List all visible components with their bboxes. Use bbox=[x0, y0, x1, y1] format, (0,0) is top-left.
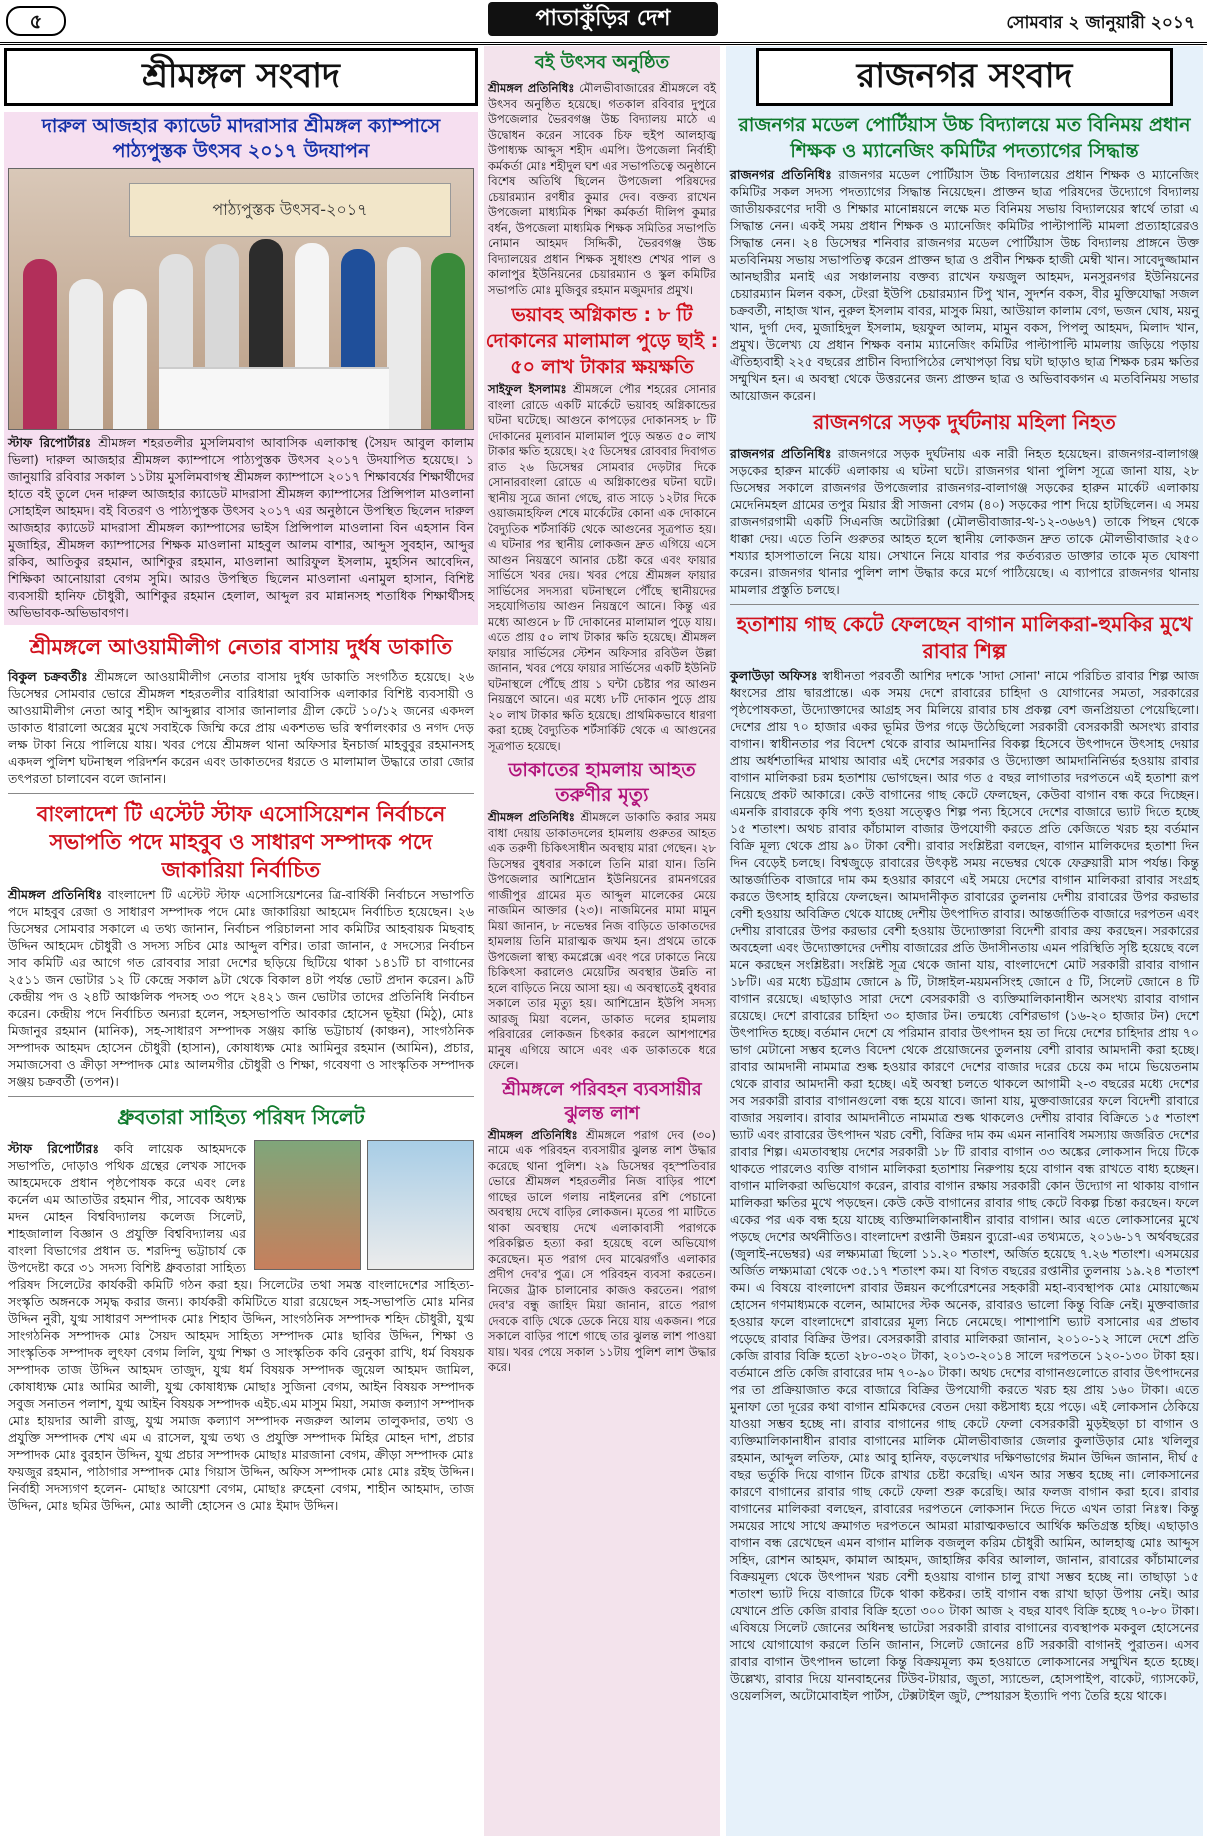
divider bbox=[730, 604, 1199, 605]
article-textbook-festival bbox=[4, 112, 478, 625]
section-banner-srimangal: শ্রীমঙ্গল সংবাদ bbox=[4, 48, 478, 106]
photo-person bbox=[69, 279, 103, 429]
photo-person bbox=[23, 259, 57, 429]
section-banner-rajnagar: রাজনগর সংবাদ bbox=[756, 48, 1173, 106]
masthead-logo: পাতাকুঁড়ির দেশ bbox=[488, 2, 718, 36]
column-middle bbox=[484, 46, 720, 1836]
page-number: ৫ bbox=[6, 6, 66, 36]
article-body: রাজনগর প্রতিনিধিঃ রাজনগর মডেল পোর্টিয়াস উচ্চ বিদ্যালয়ের প্রধান শিক্ষক ও ম্যানেজিং কমিটির সকল সদস্য পদত্যাগের সিদ্ধান্ত নিয়েছেন। প্রাক্তন ছাত্র পরিষদের উদ্যোগে বিদ্যালয় জাতীয়করণের দাবী ও শিক্ষার মানোন্নয়নে লক্ষে মত বিনিময় সভায় বিদ্যালয়ের স্বার্থে তারা এ সিদ্ধান্ত নেন। একই সময় প্রধান শিক্ষক ও ম্যানেজিং কমিটির পাল্টাপাল্টি মামলা প্রত্যাহারেরও সিদ্ধান্ত নেন। ২৪ ডিসেম্বর শনিবার রাজনগর মডেল পোর্টিয়াস উচ্চ বিদ্যালয় প্রাঙ্গনে উক্ত মতবিনিময় সভায় সভাপতিত্ব করেন প্রাক্তন ছাত্র ও প্রবীন শিক্ষক হাজী মেম্বী খান। সাবেদুজ্জামান আনছারীর মনাই এর সঞ্চালনায় বক্তব্য রাখেন ফয়জুল আহমদ, মনসুরনগর ইউনিয়নের চেয়ারম্যান মিলন বকস, টেংরা ইউপি চেয়ারম্যান টিপু খান, সুদর্শন বকস, বীর মুক্তিযোদ্ধা সজল চক্রবর্তী, নাহাজ খান, নুরুল ইসলাম বাবর, মাসুক মিয়া, আউয়াল কালাম বেগ, ভজন ঘোষ, ময়নু খান, দুর্গা দেব, মুজাহিদুল ইসলাম, ছয়ফুল আলম, মামুন বকস, পিপলু আহমদ, মিলাদ খান, প্রমুখ। উলেখ্য যে প্রধান শিক্ষক বনাম ম্যানেজিং কমিটির পাল্টাপাল্টি মামলায় জড়িয়ে পড়ায় ঐতিহ্যবাহী ২২৫ বছরের প্রাচীন বিদ্যাপিঠের লেখাপড়া বিঘ্ন ঘটা ছাড়াও ছাত্র শিক্ষক চরম ক্ষতির সম্মুখিন হন। এ অবস্থা থেকে উত্তরনের জন্য প্রাক্তন ছাত্র ও অভিবাবকগন এ মতবিনিময় সভার আয়োজন করেন। bbox=[730, 167, 1199, 403]
portrait-photos bbox=[254, 1140, 474, 1270]
photo-person bbox=[431, 253, 465, 429]
article-body: শ্রীমঙ্গল প্রতিনিধিঃ শ্রীমঙ্গলে পরাগ দেব (৩০) নামে এক পরিবহন ব্যবসায়ীর ঝুলন্ত লাশ উদ্ধার করেছে থানা পুলিশ। ২৯ ডিসেম্বর বৃহস্পতিবার ভোরে শ্রীমঙ্গল শহরতলীর নিজ বাড়ির পাশে গাছের ডালে গলায় নাইলনের রশি পেচানো অবস্থায় দেখে বাড়ির লোকজন। মৃতের পা মাটিতে থাকা অবস্থায় দেখে এলাকাবাসী পরাগকে পরিকল্পিত হত্যা করা হয়েছে বলে অভিযোগ করেছেন। মৃত পরাগ দেব মাঝেরগাঁও এলাকার প্রদীপ দেব'র পুত্র। সে পরিবহন ব্যবসা করতেন। নিজের ট্রাক চালানোর কাজও করতেন। পরাগ দেব'র বন্ধু জাহিদ মিয়া জানান, রাতে পরাগ দেবকে বাড়ি থেকে ডেকে নিয়ে যায় একজন। পরে সকালে বাড়ির পাশে গাছে তার ঝুলন্ত লাশ পাওয়া যায়। খবর পেয়ে সকাল ১১টায় পুলিশ লাশ উদ্ধার করে। bbox=[488, 1127, 717, 1374]
divider bbox=[8, 1096, 474, 1097]
article-title: রাজনগর মডেল পোর্টিয়াস উচ্চ বিদ্যালয়ে মত বিনিময় প্রধান শিক্ষক ও ম্যানেজিং কমিটির পদত্যাগের সিদ্ধান্ত bbox=[738, 114, 1191, 162]
article-title: ধ্রুবতারা সাহিত্য পরিষদ সিলেট bbox=[117, 1105, 365, 1129]
article-body: শ্রীমঙ্গল প্রতিনিধিঃ মৌলভীবাজারের শ্রীমঙ্গলে বই উৎসব অনুষ্ঠিত হয়েছে। গতকাল রবিবার দুপুরে উপজেলার ভৈরবগঞ্জ উচ্চ বিদ্যালয় মাঠে এ উদ্বোধন করেন সাবেক চিফ হুইপ আলহাজ্ব উপাধ্যক্ষ আব্দুস শহীদ এমপি। উপজেলা নির্বাহী কর্মকর্তা মোঃ শহীদুল ঘশ এর সভাপতিত্বে অনুষ্ঠানে বিশেষ অতিথি ছিলেন উপজেলা পরিষদের চেয়ারম্যান রণধীর কুমার দেব। বক্তব্য রাখেন উপজেলা মাধ্যমিক শিক্ষা কর্মকর্তা দীলিপ কুমার বর্ধন, উপজেলা মাধ্যমিক শিক্ষক সমিতির সভাপতি নোমান আহমদ সিদ্দিকী, ভৈরবগঞ্জ উচ্চ বিদ্যালয়ের প্রধান শিক্ষক সুধাংশু শেখর পাল ও কালাপুর ইউনিয়নের চেয়ারম্যান ও স্কুল কমিটির সভাপতি মোঃ মুজিবুর রহমান মজুমদার প্রমুখ। bbox=[488, 81, 716, 297]
article-body: স্টাফ রিপোর্টারঃ শ্রীমঙ্গল শহরতলীর মুসলিমবাগ আবাসিক এলাকাস্থ (সৈয়দ আবুল কালাম ভিলা) দারুল আজহার শ্রীমঙ্গল ক্যাম্পাসে পাঠ্যপুস্তক উৎসব ২০১৭ উদযাপিত হয়েছে। ১ জানুয়ারি রবিবার সকাল ১১টায় মুসলিমবাগস্থ শ্রীমঙ্গল ক্যাম্পাসে ২০১৭ শিক্ষাবর্ষের শিক্ষার্থীদের হাতে বই তুলে দেন দারুল আজহার ক্যাডেট মাদরাসা শ্রীমঙ্গল ক্যাম্পাসের প্রিন্সিপাল মাওলানা সোহাইল আহমদ। বই বিতরণ ও পাঠ্যপুস্তক উৎসব ২০১৭ এর অনুষ্ঠানে উপস্থিত ছিলেন দারুল আজহার ক্যাডেট মাদরাসা শ্রীমঙ্গল ক্যাম্পাসের ভাইস প্রিন্সিপাল মাওলানা বিন এহসান বিন মুজাহির, শ্রীমঙ্গল ক্যাম্পাসের শিক্ষক মাওলানা মাহবুল আলম বাশার, আব্দুস সুবহান, আব্দুর রকিব, আতিকুর রহমান, আশিকুর রহমান, মাওলানা আরিফুল ইসলাম, মুহসিন আবেদিন, শিক্ষিকা আনোয়ারা বেগম সুমি। আরও উপস্থিত ছিলেন মাওলানা এনামুল হাসান, বিশিষ্ট ব্যবসায়ী হানিফ চৌধুরী, আশিকুর রহমান হেলাল, আব্দুল রব মান্নানসহ শতাধিক শিক্ষার্থীসহ অভিভাবক-অভিভাবগণ। bbox=[8, 435, 474, 620]
article-body: কুলাউড়া অফিসঃ স্বাধীনতা পরবর্তী আশির দশকে 'সাদা সোনা' নামে পরিচিত রাবার শিল্প আজ ধ্বংসের প্রায় দ্বারপ্রান্তে। এক সময় দেশে রাবারের চাহিদা ও যোগানের সমতা, সরকারের পৃষ্ঠপোষকতা, উদ্যোক্তাদের আগ্রহ সব মিলিয়ে রাবার চাষ প্রকল্প বেশ জনপ্রিয়তা পেয়েছিলো। দেশের প্রায় ৭০ হাজার একর ভূমির উপর গড়ে উঠেছিলো সরকারী বেসরকারী অসংখ্য রাবার বাগান। স্বাধীনতার পর বিদেশ থেকে রাবার আমদানির বিকল্প হিসেবে উৎপাদনে উৎসাহ দেয়ার প্রায় অর্ধশতাব্দির মাথায় আবার এই দেশের সরকার ও উদ্যোক্তা আমদানিনির্ভর হওয়ায় রাবার বাগান মালিকরা চরম হতাশায় ভোগছেন। আর গত ৫ বছর লাগাতার দরপতনে এই হতাশা রূপ নিয়েছে প্রকট আকারে। কেউ বাগানের গাছ কেটে ফেলছেন, কেউবা বাগান বন্ধ করে দিচ্ছেন। এমনকি রাবারকে কৃষি পণ্য হওয়া সত্ত্বেও শিল্প পন্য হিসেবে দেশের বাজারে ভ্যাট দিতে হচ্ছে ১৫ শতাংশ। অথচ রাবার কাঁচামাল বাজার উপযোগী করতে প্রতি কেজিতে খরচ হয় বর্তমান বিক্রি মূল্য থেকে প্রায় ৯০ টাকা বেশী। রাবার সংশ্লিষ্টরা বলছেন, বাগান মালিকদের হতাশা দিন দিন বেড়েই চলছে। বিশ্বজুড়ে রাবারের উৎকৃষ্ট সময় নভেম্বর থেকে ফেব্রুয়ারী মাস পর্যন্ত। কিন্তু আন্তর্জাতিক বাজারে দাম কম হওয়ার কারণে এই সময়ে দেশের বাগান মালিকরা রাবার সংগ্রহ করতে উৎসাহ হারিয়ে ফেলছেন। আমদানীকৃত রাবারের তুলনায় দেশীয় রাবারের উপর করভার বেশী হওয়ায় অবিক্রিত থেকে যাচ্ছে দেশীয় উৎপাদিত রাবার। আন্তর্জাতিক বাজারে দরপতন এবং দেশীয় রাবারের উপর করভার বেশী হওয়ায় উদ্যোক্তারা বিদেশী রাবার ক্রয় করছেন। সরকারের অবহেলা এবং উদ্যোক্তাদের দেশীয় বাজারের প্রতি উদাসীনতায় এমন পরিস্থিতি সৃষ্টি হয়েছে বলে মনে করছেন সংশ্লিষ্টরা। সংশ্লিষ্ট সূত্র থেকে জানা যায়, বাংলাদেশে মোট সরকারী রাবার বাগান ১৮টি। এর মধ্যে চট্টগ্রাম জোনে ৯ টি, টাঙ্গাইল-ময়মনসিংহ জোনে ৫ টি, সিলেট জোনে ৪ টি বাগান রয়েছে। এছাড়াও সারা দেশে বেসরকারী ও ব্যক্তিমালিকানাধীন অসংখ্য রাবার বাগান রয়েছে। দেশে রাবারের চাহিদা ৩০ হাজার টন। তন্মধ্যে বেশিরভাগ (১৬-২০ হাজার টন) দেশে উৎপাদিত হচ্ছে। বর্তমান দেশে যে পরিমান রাবার উৎপাদন হয় তা দিয়ে দেশের চাহিদার প্রায় ৭০ ভাগ মেটানো সম্ভব হলেও বিদেশ থেকে প্রয়োজনের তুলনায় বেশী রাবার আমদানী করা হচ্ছে। রাবার আমদানী নামমাত্র শুল্ক হওয়ার কারণে দেশের বাজার দরের চেয়ে কম দামে ভিয়েতনাম থেকে রাবার আমদানী করা হচ্ছে। এই অবস্থা চলতে থাকলে আগামী ২-৩ বছরের মধ্যে দেশের সব সরকারী রাবার বাগানগুলো বন্ধ হয়ে যাবে। জানা যায়, মুক্তবাজারের ফলে বিদেশী রাবারে বাজার সয়লাব। রাবার আমদানীতে নামমাত্র শুল্ক থাকলেও দেশীয় রাবার বিক্রিতে ১৫ শতাংশ ভ্যাট এবং রাবারের উৎপাদন খরচ বেশী, বিক্রির দাম কম এমন নানাবিধ সমস্যায় জর্জরিত দেশের রাবার শিল্প। এমতাবস্থায় দেশের সরকারী ১৮ টি রাবার বাগান ৩৩ অঙ্কের লোকসান দিয়ে টিকে থাকতে পারলেও ব্যক্তি বাগান মালিকরা হতাশায় নিরুপায় হয়ে বাগান বন্ধ রাখতে বাধ্য হচ্ছেন। বাগান মালিকরা অভিযোগ করেন, রাবার বাগান রক্ষায় সরকারী কোন উদ্যোগ না থাকায় বাগান মালিকরা ক্ষতির মুখে পড়ছেন। কেউ কেউ বাগানের রাবার গাছ কেটে বিকল্প চিন্তা করছেন। ফলে একের পর এক বন্ধ হয়ে যাচ্ছে ব্যক্তিমালিকানাধীন রাবার বাগান। আর এতে লোকসানের মুখে পড়ছে দেশের অর্থনীতিও। বাংলাদেশ রপ্তানী উন্নয়ন ব্যুরো-এর তথ্যমতে, ২০১৬-১৭ অর্থবছরের (জুলাই-নভেম্বর) এর লক্ষ্যমাত্রা ছিলো ১১.২০ শতাংশ, অর্জিত হয়েছে ৭.২৬ শতাংশ। এসময়ের অর্জিত লক্ষ্যমাত্রা থেকে ৩৫.১৭ শতাংশ কম। যা বিগত বছরের রপ্তানীর তুলনায় ১৯.২৪ শতাংশ কম। এ বিষয়ে বাংলাদেশ রাবার উন্নয়ন কর্পোরেশনের সহকারী মহা-ব্যবস্থাপক মোঃ মোয়াজ্জেম হোসেন গণমাধ্যমকে বলেন, আমাদের স্টক অনেক, রাবারও ভালো কিন্তু বিক্রি নেই। মুক্তবাজার হওয়ার ফলে বাংলাদেশে রাবারের মূল্য নিচে নেমেছে। পাশাপাশি ভ্যাট বসানোর এর প্রভাব পড়েছে রাবার বিক্রির উপর। বেসরকারী রাবার মালিকরা জানান, ২০১০-১২ সালে দেশে প্রতি কেজি রাবার বিক্রি হতো ২৮০-৩২০ টাকা, ২০১৩-২০১৪ সালে দরপতনে ১২০-১৩০ টাকা হয়। বর্তমানে প্রতি কেজি রাবারের দাম ৭০-৯০ টাকা। অথচ দেশের বাগানগুলোতে রাবার উৎপাদনের পর তা প্রক্রিয়াজাত করে বাজারে বিক্রির উপযোগী করতে খরচ হয় প্রায় ১৬০ টাকা। এতে মুনাফা তো দূরের কথা বাগান শ্রমিকদের বেতন দেয়া কষ্টসাধ্য হয়ে পড়ে। এই লোকসান ঠেকিয়ে যাওয়া সম্ভব হচ্ছে না। রাবার বাগানের গাছ কেটে ফেলা বেসরকারী মুড়ইছড়া চা বাগান ও ব্যক্তিমালিকানাধীন রাবার বাগানের মালিক মৌলভীবাজার জেলার কুলাউড়ার মোঃ খলিলুর রহমান, আব্দুল লতিফ, মোঃ আবু হানিফ, বড়লেখার দক্ষিণভাগের ঈমান উদ্দিন জানান, দীর্ঘ ৫ বছর ভর্তুকি দিয়ে বাগান টিকে রাখার চেষ্টা করেছি। এখন আর সম্ভব হচ্ছে না। লোকসানের কারণে বাগানের রাবার গাছ কেটে ফেলা শুরু করেছি। আর ফলজ বাগান করা হবে। রাবার বাগানের মালিকরা বলছেন, রাবারের দরপতনে লোকসান দিতে দিতে এখন তারা নিঃস্ব। কিন্তু সময়ের সাথে সাথে ক্রমাগত দরপতনে আমরা মারাত্মকভাবে আর্থিক ক্ষতিগ্রস্ত হচ্ছি। এছাড়াও বাগান বন্ধ রেখেছেন এমন বাগান মালিক বজলুল করিম চৌধুরী আমিন, আলহাজ্ব মোঃ আব্দুস সহিদ, রোশন আহমদ, কামাল আহমদ, জাহাঙ্গির কবির আলাল, জানান, রাবারের কাঁচামালের বিক্রয়মূল্য থেকে উৎপাদন খরচ বেশী হওয়ায় বাগান চালু রাখা সম্ভব হচ্ছে না। তাছাড়া ১৫ শতাংশ ভ্যাট দিয়ে বাজারে টিকে থাকা কষ্টকর। তাই বাগান বন্ধ রাখা ছাড়া উপায় নেই। আর যেখানে প্রতি কেজি রাবার বিক্রি হতো ৩০০ টাকা আজ ২ বছর যাবৎ বিক্রি হচ্ছে ৭০-৮০ টাকা। এবিষয়ে সিলেট জোনের অধিনস্থ ভাটেরা সরকারী রাবার বাগানের ব্যবস্থাপক মকবুল হোসেনের সাথে যোগাযোগ করলে তিনি জানান, সিলেট জোনের ৪টি সরকারী বাগানই পুরাতন। এসব রাবার বাগান উৎপাদন ভালো কিন্তু বিক্রয়মূল্য কম হওয়াতে লোকসানের সম্মুখিন হতে হচ্ছে। উল্লেখ্য, রাবার দিয়ে যানবাহনের টিউব-টায়ার, জুতা, স্যান্ডেল, হোসপাইপ, বাকেট, গ্যাসকেট, ওয়েলসিল, অটোমোবাইল পার্টস, টেক্সটাইল জুট, স্পেয়ারস ইত্যাদি পণ্য তৈরি হয়ে থাকে। bbox=[730, 668, 1199, 1703]
article-body: বিকুল চক্রবর্তীঃ শ্রীমঙ্গলে আওয়ামীলীগ নেতার বাসায় দুর্ধষ ডাকাতি সংগঠিত হয়েছে। ২৬ ডিসেম্বর সোমবার ভোরে শ্রীমঙ্গল শহরতলীর বারিধারা আবাসিক এলাকার বিশিষ্ট ব্যবসায়ী ও আওয়ামীলীগ নেতা আবু শহীদ আব্দুল্লার বাসার জানালার গ্রীল কেটে ১০/১২ জনের একদল ডাকাত ধারালো অস্ত্রের মুখে সবাইকে জিম্মি করে প্রায় একশতভ ভরি স্বর্ণালংকার ও নগদ দেড় লক্ষ টাকা নিয়ে পালিয়ে যায়। খবর পেয়ে শ্রীমঙ্গল থানা অফিসার ইনচার্জ মাহবুবুর রহমানসহ একদল পুলিশ ঘটনাস্থল পরিদর্শন করেন এবং ডাকাতদের ধরতে ও মালামাল উদ্ধারে তারা জোর তৎপরতা চালাবেন বলে জানান। bbox=[8, 669, 475, 786]
photo-person bbox=[113, 289, 147, 429]
article-title: ভয়াবহ অগ্নিকান্ড : ৮ টি দোকানের মালামাল পুড়ে ছাই : ৫০ লাখ টাকার ক্ষয়ক্ষতি bbox=[485, 304, 719, 378]
festival-photo bbox=[8, 168, 474, 430]
article-title: হতাশায় গাছ কেটে ফেলছেন বাগান মালিকরা-হুমকির মুখে রাবার শিল্প bbox=[736, 612, 1193, 663]
article-title: বই উৎসব অনুষ্ঠিত bbox=[534, 52, 670, 73]
article-title: দারুল আজহার ক্যাডেট মাদরাসার শ্রীমঙ্গল ক্যাম্পাসে পাঠ্যপুস্তক উৎসব ২০১৭ উদযাপন bbox=[41, 115, 441, 162]
article-title: শ্রীমঙ্গলে পরিবহন ব্যবসায়ীর ঝুলন্ত লাশ bbox=[502, 1078, 702, 1124]
article-body: শ্রীমঙ্গল প্রতিনিধিঃ বাংলাদেশ টি এস্টেট স্টাফ এসোসিয়েশনের ত্রি-বার্ষিকী নির্বাচনে সভাপতি পদে মাহবুব রেজা ও সাধারণ সম্পাদক পদে মোঃ জাকারিয়া আহমেদ নির্বাচিত হয়েছেন। ২৬ ডিসেম্বর সোমবার সকালে এ তথ্য জানান, নির্বাচন পরিচালনা সাব কমিটির আহবায়ক মিছবাহ উদ্দিন আহমেদ চৌধুরী ও সদস্য সচিব মোঃ আব্দুল বশির। তারা জানান, ৫ সদস্যের নির্বাচন সাব কমিটি এর আগে গত রোববার সারা দেশের ছড়িয়ে ছিটিয়ে থাকা ১৪১টি চা বাগানের ২৫১১ জন ভোটার ১২ টি কেন্দ্রে সকাল ৯টা থেকে বিকাল ৪টা পর্যন্ত ভোট প্রদান করেন। ৯টি কেন্দ্রীয় পদ ও ২৪টি আঞ্চলিক পদসহ ৩৩ পদে ২৪২১ জন ভোটার তাদের প্রতিনিধি নির্বাচন করেন। কেন্দ্রীয় পদে নির্বাচিত অন্যরা হলেন, সহসভাপতি আবকার হোসেন ভূইয়া (মিঠু), মোঃ মিজানুর রহমান (মানিক), সহ-সাধারণ সম্পাদক সঞ্জয় কান্তি ভট্টাচার্য (কাঞ্চন), সাংগঠনিক সম্পাদক আহমদ হোসেন চৌধুরী (হাসান), কোষাধ্যক্ষ মোঃ আমিনুর রহমান (আমিন), প্রচার, সমাজসেবা ও ক্রীড়া সম্পাদক মোঃ আলমগীর চৌধুরী ও শিক্ষা, গবেষণা ও সাংস্কৃতিক সম্পাদক সঞ্জয় চক্রবর্তী (তপন)। bbox=[8, 887, 474, 1089]
page-header bbox=[0, 0, 1207, 45]
article-title: বাংলাদেশ টি এস্টেট স্টাফ এসোসিয়েশন নির্বাচনে সভাপতি পদে মাহবুব ও সাধারণ সম্পাদক পদে জাকারিয়া নির্বাচিত bbox=[36, 802, 446, 882]
divider bbox=[8, 793, 474, 794]
article-body: স্টাফ রিপোর্টারঃ কবি লায়েক আহমদকে সভাপতি, দোড়াও পথিক গ্রন্থের লেখক সাদেক আহমেদকে প্রধান পৃষ্ঠপোষক করে এবং লেঃ কর্নেল এম আতাউর রহমান পীর, সাবেক অধ্যক্ষ মদন মোহন বিশ্ববিদ্যালয় কলেজ সিলেট, শাহজালাল বিজ্ঞান ও প্রযুক্তি বিশ্ববিদ্যালয় এর বাংলা বিভাগের প্রধান ড. শরদিন্দু ভট্টাচার্য কে উপদেষ্টা করে ৩১ সদস্য বিশিষ্ট ধ্রুবতারা সাহিত্য পরিষদ সিলেটের কার্যকরী কমিটি গঠন করা হয়। সিলেটের তথা সমস্ত বাংলাদেশের সাহিত্য-সংস্কৃতি অঙ্গনকে সমৃদ্ধ করার জন্য। কার্যকরী কমিটিতে যারা রয়েছেন সহ-সভাপতি মোঃ মনির উদ্দিন নুরী, যুগ্ম সাধারণ সম্পাদক মোঃ শিহাব উদ্দিন, সাংগঠনিক সম্পাদক শহিদ চৌধুরী, যুগ্ম সাংগঠনিক সম্পাদক মোঃ সৈয়দ আহমদ সাহিত্য সম্পাদক মোঃ ছাবির উদ্দিন, শিক্ষা ও সাংস্কৃতিক সম্পাদক লুৎফা বেগম লিলি, যুগ্ম শিক্ষা ও সাংস্কৃতিক কবি রেনুকা রাখি, ধর্ম বিষয়ক সম্পাদক তাজ উদ্দিন আহমদ তাজুদ, যুগ্ম ধর্ম বিষয়ক সম্পাদক জুয়েল আহমদ জামিল, কোষাধ্যক্ষ মোঃ আমির আলী, যুগ্ম কোষাধ্যক্ষ মোছাঃ সুজিনা বেগম, আইন বিষয়ক সম্পাদক সবুজ সনাতন পলাশ, যুগ্ম আইন বিষয়ক সম্পাদক এইচ.এম মাসুম মিয়া, সমাজ কল্যাণ সম্পাদক মোঃ হায়দার আলী রাজু, যুগ্ম সমাজ কল্যাণ সম্পাদক নজরুল আলম তালুকদার, তথ্য ও প্রযুক্তি সম্পাদক শেখ এম এ রাসেল, যুগ্ম তথ্য ও প্রযুক্তি সম্পাদক মিহির মোহন দাশ, প্রচার সম্পাদক মোঃ বুরহান উদ্দিন, যুগ্ম প্রচার সম্পাদক মোছাঃ মারজানা বেগম, ক্রীড়া সম্পাদক মোঃ ফয়জুর রহমান, পাঠাগার সম্পাদক মোঃ গিয়াস উদ্দিন, অফিস সম্পাদক মোঃ মোঃ রইছ উদ্দিন। নির্বাহী সদস্যগণ হলেন- মোছাঃ আয়েশা বেগম, মোছাঃ রুহেনা বেগম, শাহীন আহমাদ, তাজ উদ্দিন, মোঃ ছমির উদ্দিন, মোঃ আলী হোসেন ও মোঃ ইমাদ উদ্দিন। bbox=[8, 1141, 474, 1513]
article-title: শ্রীমঙ্গলে আওয়ামীলীগ নেতার বাসায় দুর্ধষ ডাকাতি bbox=[29, 635, 453, 659]
article-title: ডাকাতের হামলায় আহত তরুণীর মৃত্যু bbox=[508, 759, 696, 806]
issue-date: সোমবার ২ জানুয়ারী ২০১৭ bbox=[1006, 13, 1195, 33]
column-srimangal bbox=[4, 46, 478, 1836]
article-body: শ্রীমঙ্গল প্রতিনিধিঃ শ্রীমঙ্গলে ডাকাতি করার সময় বাধা দেয়ায় ডাকাতদলের হামলায় গুরুতর আহত এক তরুণী চিকিৎসাধীন অবস্থায় মারা গেছেন। ২৮ ডিসেম্বর বুধবার সকালে তিনি মারা যান। তিনি উপজেলার আশিদ্রোন ইউনিয়নের রামনগরের গাজীপুর গ্রামের মৃত আব্দুল মালেকের মেয়ে নাজমিন আক্তার (২৩)। নাজমিনের মামা মামুন মিয়া জানান, ৮ নভেম্বর নিজ বাড়িতে ডাকাতদের হামলায় তিনি মারাত্মক জখম হন। প্রথমে তাকে উপজেলা স্বাস্থ্য কমপ্লেক্সে এবং পরে ঢাকাতে নিয়ে চিকিৎসা করালেও মেয়েটির অবস্থার উন্নতি না হলে বাড়িতে নিয়ে আসা হয়। এ অবস্থাতেই বুধবার সকালে তার মৃত্যু হয়। আশিদ্রোন ইউপি সদস্য আরজু মিয়া বলেন, ডাকাত দলের হামলায় পরিবারের লোকজন চিৎকার করলে আশপাশের মানুষ এগিয়ে আসে এবং এক ডাকাতকে ধরে ফেলে। bbox=[488, 810, 716, 1072]
photo-banner-text: পাঠ্যপুস্তক উৎসব-২০১৭ bbox=[129, 183, 451, 237]
column-rajnagar bbox=[726, 46, 1203, 1836]
portrait-photo bbox=[254, 1140, 361, 1270]
photo-person bbox=[387, 247, 421, 429]
article-body: রাজনগর প্রতিনিধিঃ রাজনগরে সড়ক দুর্ঘটনায় এক নারী নিহত হয়েছেন। রাজনগর-বালাগঞ্জ সড়কের হারুন মার্কেট এলাকায় এ ঘটনা ঘটে। রাজনগর থানা পুলিশ সূত্রে জানা যায়, ২৮ ডিসেম্বর সকালে রাজনগর উপজেলার রাজনগর-বালাগঞ্জ সড়কের হারুন মার্কেট এলাকায় মেদেনিমহল গ্রামের তপুর মিয়ার স্ত্রী সাজনা বেগম (৪০) সড়কের পাশ দিয়ে হাটছিলেন। এ সময় রাজনগরগামী একটি সিএনজি অটোরিক্সা (মৌলভীবাজার-থ-১২-৩৬৬৭) তাকে পিছন থেকে ধাক্কা দেয়। এতে তিনি গুরুতর আহত হলে স্থানীয় লোকজন দ্রুত তাকে মৌলভীবাজার ২৫০ শয্যার হাসপাতালে নিয়ে যায়। সেখানে নিয়ে যাবার পর কর্তব্যরত ডাক্তার তাকে মৃত ঘোষণা করেন। রাজনগর থানার পুলিশ লাশ উদ্ধার করে মর্গে পাঠিয়েছে। এ ব্যাপারে রাজনগর থানায় মামলার প্রস্তুতি চলছে। bbox=[730, 446, 1199, 597]
article-title: রাজনগরে সড়ক দুর্ঘটনায় মহিলা নিহত bbox=[813, 410, 1116, 434]
article-body: সাইফুল ইসলামঃ শ্রীমঙ্গলে পৌর শহরের সোনার বাংলা রোডে একটি মার্কেটে ভয়াবহ অগ্নিকান্ডের ঘটনা ঘটেছে। আগুনে কাপড়ের দোকানসহ ৮ টি দোকানের মূল্যবান মালামাল পুড়ে অন্তত ৫০ লাখ টাকার ক্ষতি হয়েছে। ২৫ ডিসেম্বর রোববার দিবাগত রাত ২৬ ডিসেম্বর সোমবার দেড়টার দিকে সোনারবাংলা রোডে এ অগ্নিকাণ্ডের ঘটনা ঘটে। স্থানীয় সূত্রে জানা গেছে, রাত সাড়ে ১২টার দিকে ওয়াজমাহফিল শেষে মার্কেটের কোনা এক দোকানে বৈদ্যুতিক শর্টসার্কিট থেকে আগুনের সূত্রপাত হয়। এ ঘটনার পর স্থানীয় লোকজন দ্রুত এগিয়ে এসে আগুন নিয়ন্ত্রণে আনার চেষ্টা করে এবং ফায়ার সার্ভিসে খবর দেয়। খবর পেয়ে শ্রীমঙ্গল ফায়ার সার্ভিসের সদস্যরা ঘটনাস্থলে পৌঁছে স্থানীয়দের সহযোগিতায় আগুন নিয়ন্ত্রণে আনে। কিন্তু এর মধ্যে আগুনে ৮ টি দোকানের মালামাল পুড়ে যায়। এতে প্রায় ৫০ লাখ টাকার ক্ষতি হয়েছে। শ্রীমঙ্গল ফায়ার সার্ভিসের স্টেশন অফিসার রবিউল উল্লা জানান, খবর পেয়ে ফায়ার সার্ভিসের একটি ইউনিট ঘটনাস্থলে পৌঁছে প্রায় ১ ঘন্টা চেষ্টার পর আগুন নিয়ন্ত্রণে আনে। এর মধ্যে ৮টি দোকান পুড়ে প্রায় ২০ লাখ টাকার ক্ষতি হয়েছে। প্রাথমিকভাবে ধারণা করা হচ্ছে বৈদ্যুতিক শর্টসার্কিট থেকে এ আগুনের সূত্রপাত হয়েছে। bbox=[488, 382, 716, 753]
portrait-photo bbox=[367, 1140, 474, 1270]
photo-table bbox=[159, 367, 389, 429]
